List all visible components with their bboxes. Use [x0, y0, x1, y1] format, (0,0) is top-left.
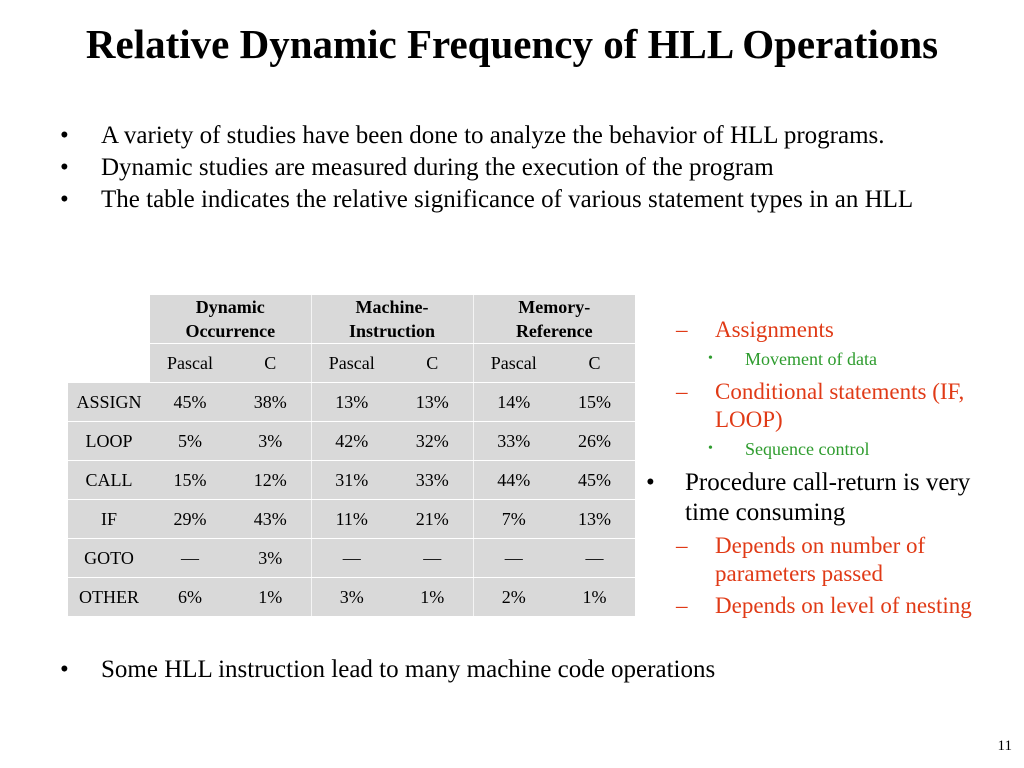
- closing-bullet: [60, 656, 1001, 683]
- table-cell: 2%: [473, 578, 554, 617]
- table-corner: [68, 295, 150, 344]
- note-assignments: – Assignments: [676, 317, 834, 342]
- table-cell: 13%: [554, 500, 635, 539]
- table-cell: 3%: [230, 422, 311, 461]
- table-row: [68, 578, 635, 617]
- table-cell: 7%: [473, 500, 554, 539]
- bullet-text: The table indicates the relative significance of various statement types in an HLL: [101, 186, 914, 213]
- bullet-dot-icon: •: [708, 351, 713, 366]
- subheader-cell: Pascal: [473, 344, 554, 383]
- slide-title: Relative Dynamic Frequency of HLL Operations: [85, 21, 939, 67]
- subheader-cell: C: [554, 344, 635, 383]
- note-movement: • Movement of data: [708, 349, 877, 369]
- table-group-header-row: [68, 295, 635, 344]
- bullet-dot-icon: •: [60, 154, 69, 181]
- table-row: [68, 383, 635, 422]
- table-cell: 1%: [554, 578, 635, 617]
- page-number: 11: [997, 738, 1012, 754]
- frequency-table: [68, 295, 635, 617]
- table-row: [68, 539, 635, 578]
- bullet-item: [60, 186, 990, 213]
- intro-bullets: [60, 122, 990, 218]
- table-cell: 13%: [311, 383, 392, 422]
- table-cell: 26%: [554, 422, 635, 461]
- table-corner: [68, 344, 150, 383]
- bullet-text: Dynamic studies are measured during the execution of the program: [101, 154, 774, 181]
- dash-icon: –: [676, 533, 688, 558]
- group-header-memory-reference: Memory- Reference: [473, 295, 635, 344]
- dash-icon: –: [676, 593, 688, 618]
- bullet-text: A variety of studies have been done to analyze the behavior of HLL programs.: [101, 122, 885, 149]
- table-cell: 42%: [311, 422, 392, 461]
- note-sequence: • Sequence control: [708, 439, 870, 459]
- table-cell: 44%: [473, 461, 554, 500]
- table-cell: 5%: [150, 422, 230, 461]
- bullet-dot-icon: •: [708, 441, 713, 456]
- table-cell: 3%: [230, 539, 311, 578]
- table-cell: 1%: [392, 578, 473, 617]
- group-header-dynamic-occurrence: Dynamic Occurrence: [150, 295, 311, 344]
- bullet-dot-icon: •: [646, 469, 655, 496]
- table-cell: 33%: [473, 422, 554, 461]
- row-label: ASSIGN: [68, 383, 150, 422]
- table-cell: 6%: [150, 578, 230, 617]
- dash-icon: –: [676, 379, 688, 404]
- right-notes: [640, 316, 1020, 624]
- table-cell: 15%: [554, 383, 635, 422]
- table-cell: 29%: [150, 500, 230, 539]
- table-cell: 3%: [311, 578, 392, 617]
- table-cell: —: [150, 539, 230, 578]
- note-conditional: – Conditional statements (IF, LOOP): [676, 379, 965, 432]
- table-cell: 1%: [230, 578, 311, 617]
- table-cell: 33%: [392, 461, 473, 500]
- bullet-item: [60, 122, 990, 149]
- bullet-item: [60, 154, 990, 181]
- bullet-dot-icon: •: [60, 122, 69, 149]
- table-cell: 32%: [392, 422, 473, 461]
- subheader-cell: C: [392, 344, 473, 383]
- bullet-dot-icon: •: [60, 186, 69, 213]
- table-cell: —: [311, 539, 392, 578]
- table-cell: 11%: [311, 500, 392, 539]
- table-cell: 21%: [392, 500, 473, 539]
- table-cell: 45%: [150, 383, 230, 422]
- table-row: [68, 500, 635, 539]
- table-cell: 12%: [230, 461, 311, 500]
- bullet-dot-icon: •: [60, 656, 69, 683]
- row-label: LOOP: [68, 422, 150, 461]
- table-cell: 43%: [230, 500, 311, 539]
- table-row: [68, 422, 635, 461]
- row-label: CALL: [68, 461, 150, 500]
- note-procedure: • Procedure call-return is very time consuming: [646, 469, 971, 526]
- table-row: [68, 461, 635, 500]
- row-label: IF: [68, 500, 150, 539]
- table-cell: 45%: [554, 461, 635, 500]
- note-nesting: – Depends on level of nesting: [676, 593, 972, 618]
- table-cell: 13%: [392, 383, 473, 422]
- table-subheader-row: [68, 344, 635, 383]
- note-params: – Depends on number of parameters passed: [676, 533, 926, 586]
- bullet-text: Some HLL instruction lead to many machine code operations: [101, 656, 716, 683]
- table-cell: 38%: [230, 383, 311, 422]
- subheader-cell: Pascal: [311, 344, 392, 383]
- table-cell: —: [473, 539, 554, 578]
- table-cell: 14%: [473, 383, 554, 422]
- table-cell: —: [554, 539, 635, 578]
- row-label: OTHER: [68, 578, 150, 617]
- table-cell: —: [392, 539, 473, 578]
- subheader-cell: C: [230, 344, 311, 383]
- row-label: GOTO: [68, 539, 150, 578]
- dash-icon: –: [676, 317, 688, 342]
- table-cell: 31%: [311, 461, 392, 500]
- table-cell: 15%: [150, 461, 230, 500]
- subheader-cell: Pascal: [150, 344, 230, 383]
- group-header-machine-instruction: Machine- Instruction: [311, 295, 473, 344]
